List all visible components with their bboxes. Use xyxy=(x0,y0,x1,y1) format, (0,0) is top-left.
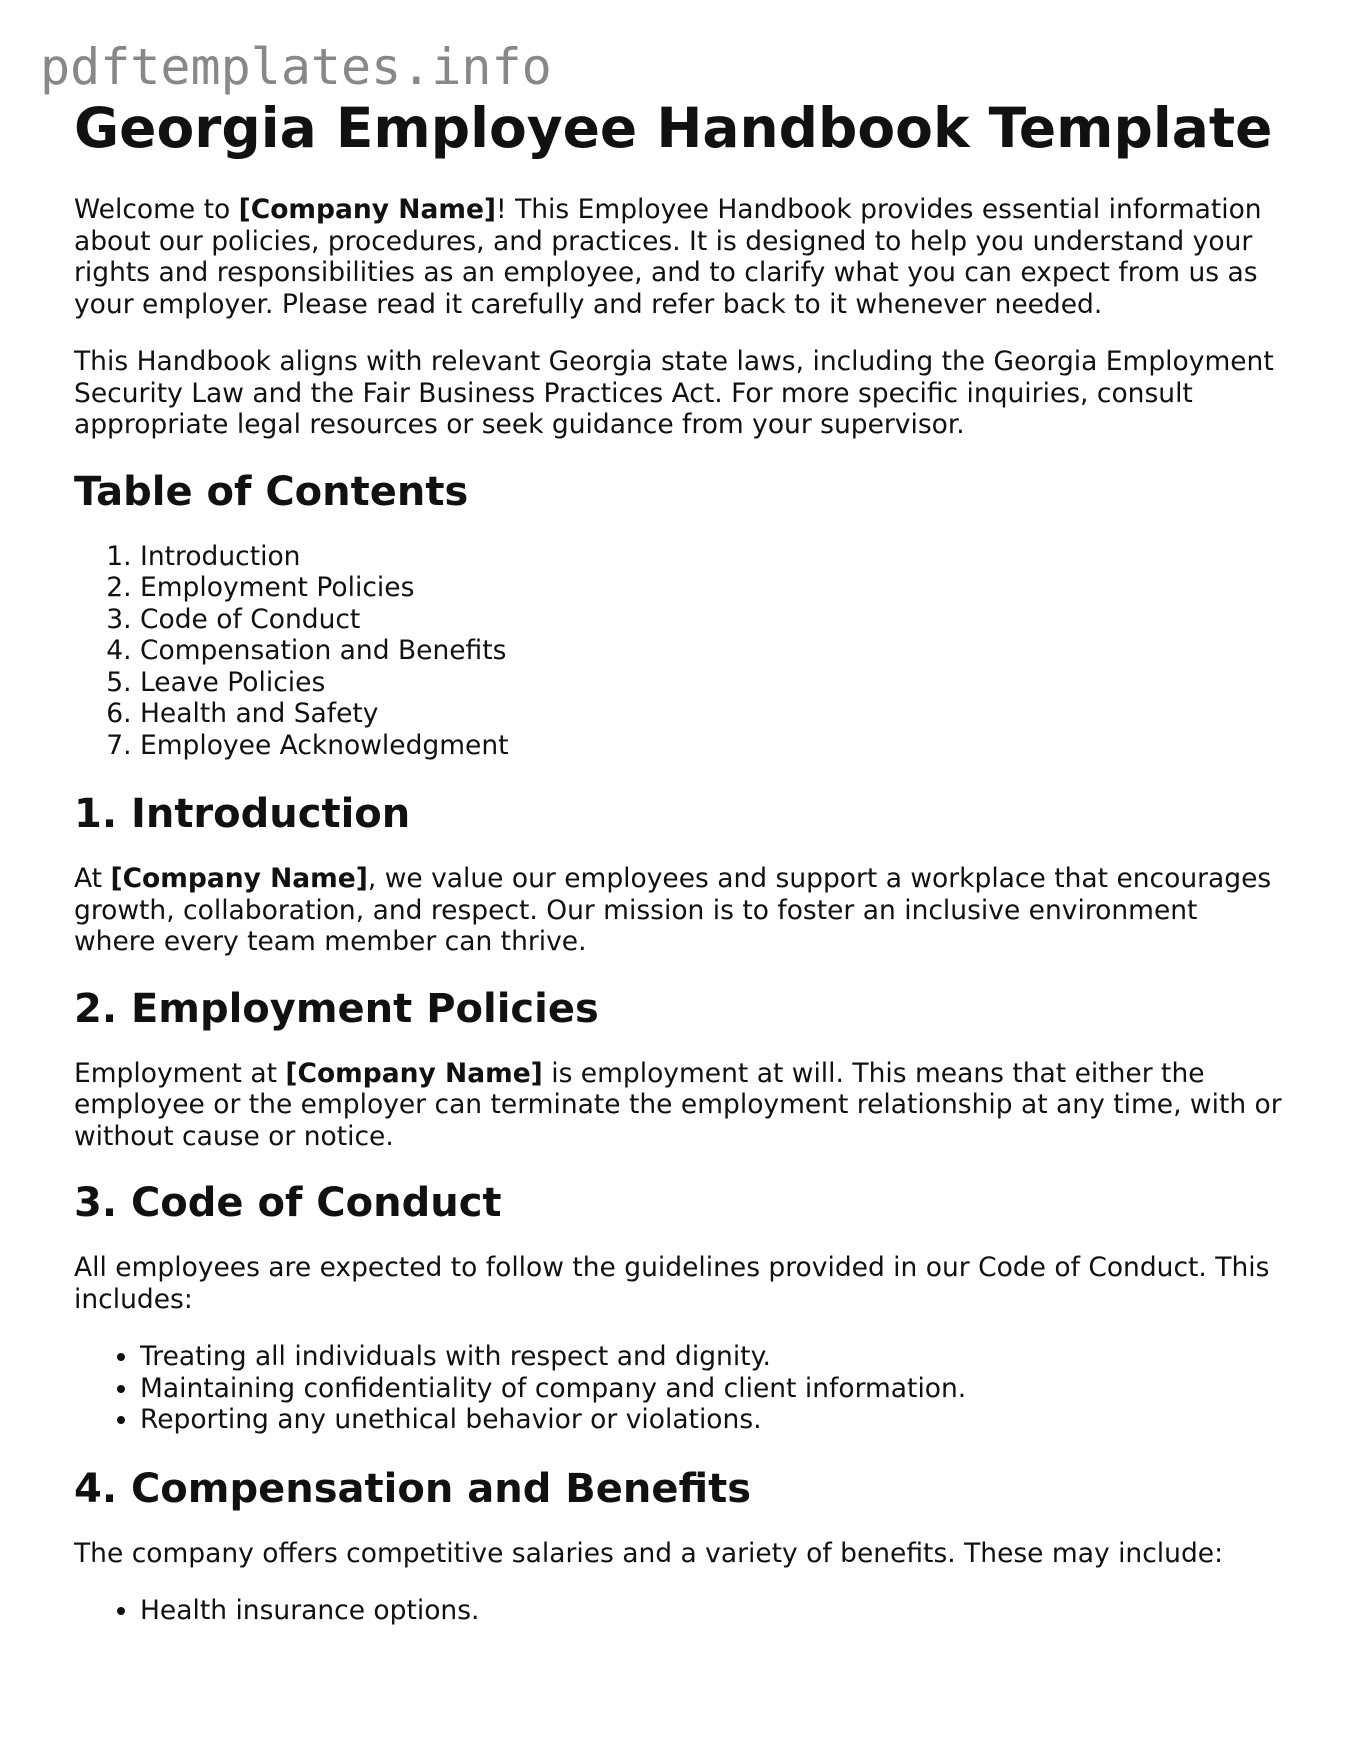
watermark: pdftemplates.info xyxy=(40,38,552,96)
compensation-bullet-list xyxy=(74,1595,1284,1627)
employment-paragraph xyxy=(74,1058,1284,1153)
list-item: • Maintaining confidentiality of company and client information. xyxy=(140,1373,1284,1405)
compensation-paragraph: The company offers competitive salaries and a variety of benefits. These may include: xyxy=(74,1537,1224,1569)
introduction-paragraph xyxy=(74,863,1284,958)
intro-paragraph-2: This Handbook aligns with relevant Georgia state laws, including the Georgia Employment Security Law and the Fair Business Practices Act. For more specific inquiries, consult appropriate legal resources or seek guidance from your supervisor. xyxy=(74,346,1274,440)
conduct-bullet-list xyxy=(74,1341,1284,1436)
company-name-placeholder: [Company Name] xyxy=(285,1057,543,1089)
employment-text-post: is employment at will. This means that either the employee or the employer can terminate the employment relationship at any time, with or without cause or notice. xyxy=(74,1057,1282,1152)
list-item: • Health insurance options. xyxy=(140,1595,1284,1627)
intro-paragraph-1 xyxy=(74,194,1284,320)
list-item: • Reporting any unethical behavior or violations. xyxy=(140,1404,1284,1436)
toc-item: 3. Code of Conduct xyxy=(140,604,1284,636)
section-heading-introduction: 1. Introduction xyxy=(74,791,411,837)
toc-item: 7. Employee Acknowledgment xyxy=(140,730,1284,762)
intro-text-pre: Welcome to xyxy=(74,194,239,225)
list-item: • Treating all individuals with respect and dignity. xyxy=(140,1341,1284,1373)
document-body xyxy=(74,92,1284,1655)
introduction-text-post: , we value our employees and support a workplace that encourages growth, collaboration, and respect. Our mission is to foster an inclusive environment where every team member can thrive. xyxy=(74,863,1272,957)
section-heading-compensation: 4. Compensation and Benefits xyxy=(74,1465,752,1512)
employment-text-pre: Employment at xyxy=(74,1057,286,1089)
conduct-paragraph: All employees are expected to follow the guidelines provided in our Code of Conduct. This includes: xyxy=(74,1252,1270,1315)
toc-item: 4. Compensation and Benefits xyxy=(140,635,1284,667)
toc-item: 5. Leave Policies xyxy=(140,667,1284,699)
introduction-text-pre: At xyxy=(74,863,111,894)
toc-item: 6. Health and Safety xyxy=(140,698,1284,730)
section-heading-code-of-conduct: 3. Code of Conduct xyxy=(74,1180,502,1226)
toc-item: 2. Employment Policies xyxy=(140,572,1284,604)
page-title: Georgia Employee Handbook Template xyxy=(74,96,1273,160)
company-name-placeholder: [Company Name] xyxy=(238,194,497,225)
section-heading-employment-policies: 2. Employment Policies xyxy=(74,985,599,1032)
toc-item: 1. Introduction xyxy=(140,541,1284,573)
toc-list xyxy=(74,541,1284,762)
company-name-placeholder: [Company Name] xyxy=(110,863,368,894)
intro-text-post: ! This Employee Handbook provides essential information about our policies, procedures, and practices. It is designed to help you understand your rights and responsibilities as an employee, and to clarify what you can expect from us as your employer. Please read it carefully and refer back to it whenever needed. xyxy=(74,194,1262,320)
toc-heading: Table of Contents xyxy=(74,468,469,515)
